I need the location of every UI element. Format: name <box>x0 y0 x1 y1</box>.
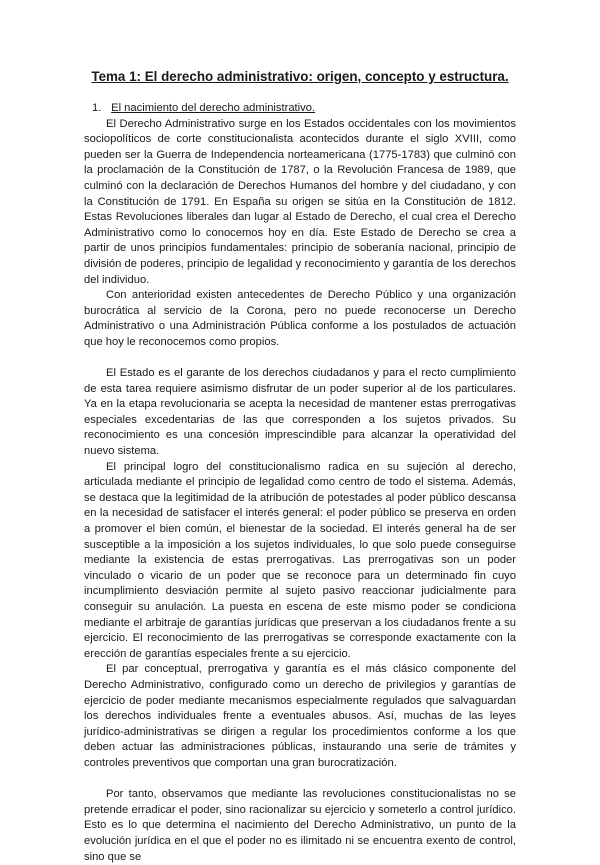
paragraph-gap <box>84 351 516 367</box>
section-heading-label: El nacimiento del derecho administrativo. <box>111 102 316 114</box>
paragraph-origin: El Derecho Administrativo surge en los Estados occidentales con los movimientos sociopolíticos de corte constitucionalista acontecidos durante el siglo XVIII, como pueden ser la Guerra de Independencia norteamericana (1775-1783) que culminó con la proclamación de la Constitución de 1787, o la Revolución Francesa de 1989, que culminó con la declaración de Derechos Humanos del hombre y del ciudadano, y con la Constitución de 1791. En España su origen se sitúa en la Constitución de 1812. Estas Revoluciones liberales dan lugar al Estado de Derecho, el cual crea el Derecho Administrativo como lo conocemos hoy en día. Este Estado de Derecho se crea a partir de unos principios fundamentales: principio de soberanía nacional, principio de división de poderes, principio de legalidad y reconocimiento y garantía de los derechos del individuo. <box>84 117 516 286</box>
paragraph-prerogative-guarantee: El par conceptual, prerrogativa y garantía es el más clásico componente del Derecho Administrativo, configurado como un derecho de privilegios y garantías de ejercicio de poder mediante mecanismos especialmente regulados que salvaguardan los derechos individuales frente a eventuales abusos. Así, muchas de las leyes jurídico-administrativas se dirigen a regular los procedimientos conforme a los que deben actuar las administraciones públicas, instaurando una serie de trámites y controles preventivos que comportan una gran burocratización. <box>84 663 516 769</box>
paragraph-state-guarantor: El Estado es el garante de los derechos ciudadanos y para el recto cumplimiento de esta tarea requiere asimismo disfrutar de un poder superior al de los particulares. Ya en la etapa revolucionaria se acepta la necesidad de mantener estas prerrogativas especiales excedentarias de las que corresponden a los sujetos privados. Su reconocimiento es una concesión imprescindible para alcanzar la operatividad del nuevo sistema. <box>84 367 516 458</box>
section-heading <box>84 101 516 117</box>
page-title: Tema 1: El derecho administrativo: origen, concepto y estructura. <box>91 69 509 84</box>
paragraph-constitutionalism: El principal logro del constitucionalismo radica en su sujeción al derecho, articulada mediante el principio de legalidad como centro de todo el sistema. Además, se destaca que la legitimidad de la atribución de potestades al poder público descansa en la necesidad de satisfacer el interés general: el poder público se preserva en orden a promover el bien común, el bienestar de la sociedad. El interés general ha de ser susceptible a la imposición a los sujetos individuales, lo que solo puede conseguirse mediante la existencia de estas prerrogativas. Las prerrogativas son un poder vinculado o vicario de un poder que se reconoce para un determinado fin cuyo incumplimiento desviación permite al sujeto pasivo reaccionar judicialmente para conseguir su anulación. La puesta en escena de este mismo poder se condiciona mediante el arbitraje de garantías jurídicas que preservan a los ciudadanos frente a su ejercicio. El reconocimiento de las prerrogativas se corresponde exactamente con la erección de garantías especiales frente a su ejercicio. <box>84 460 516 660</box>
paragraph-conclusion: Por tanto, observamos que mediante las revoluciones constitucionalistas no se pretende erradicar el poder, sino racionalizar su ejercicio y someterlo a control jurídico. Esto es lo que determina el nacimiento del Derecho Administrativo, un punto de la evolución jurídica en el que el poder no es ilimitado ni se encuentra exento de control, sino que se <box>84 788 516 863</box>
paragraph-gap <box>84 772 516 788</box>
paragraph-antecedents: Con anterioridad existen antecedentes de Derecho Público y una organización burocrática al servicio de la Corona, pero no puede reconocerse un Derecho Administrativo o una Administración Pública conforme a los postulados de actuación que hoy le reconocemos como propios. <box>84 289 516 348</box>
section-number: 1. <box>92 102 102 114</box>
